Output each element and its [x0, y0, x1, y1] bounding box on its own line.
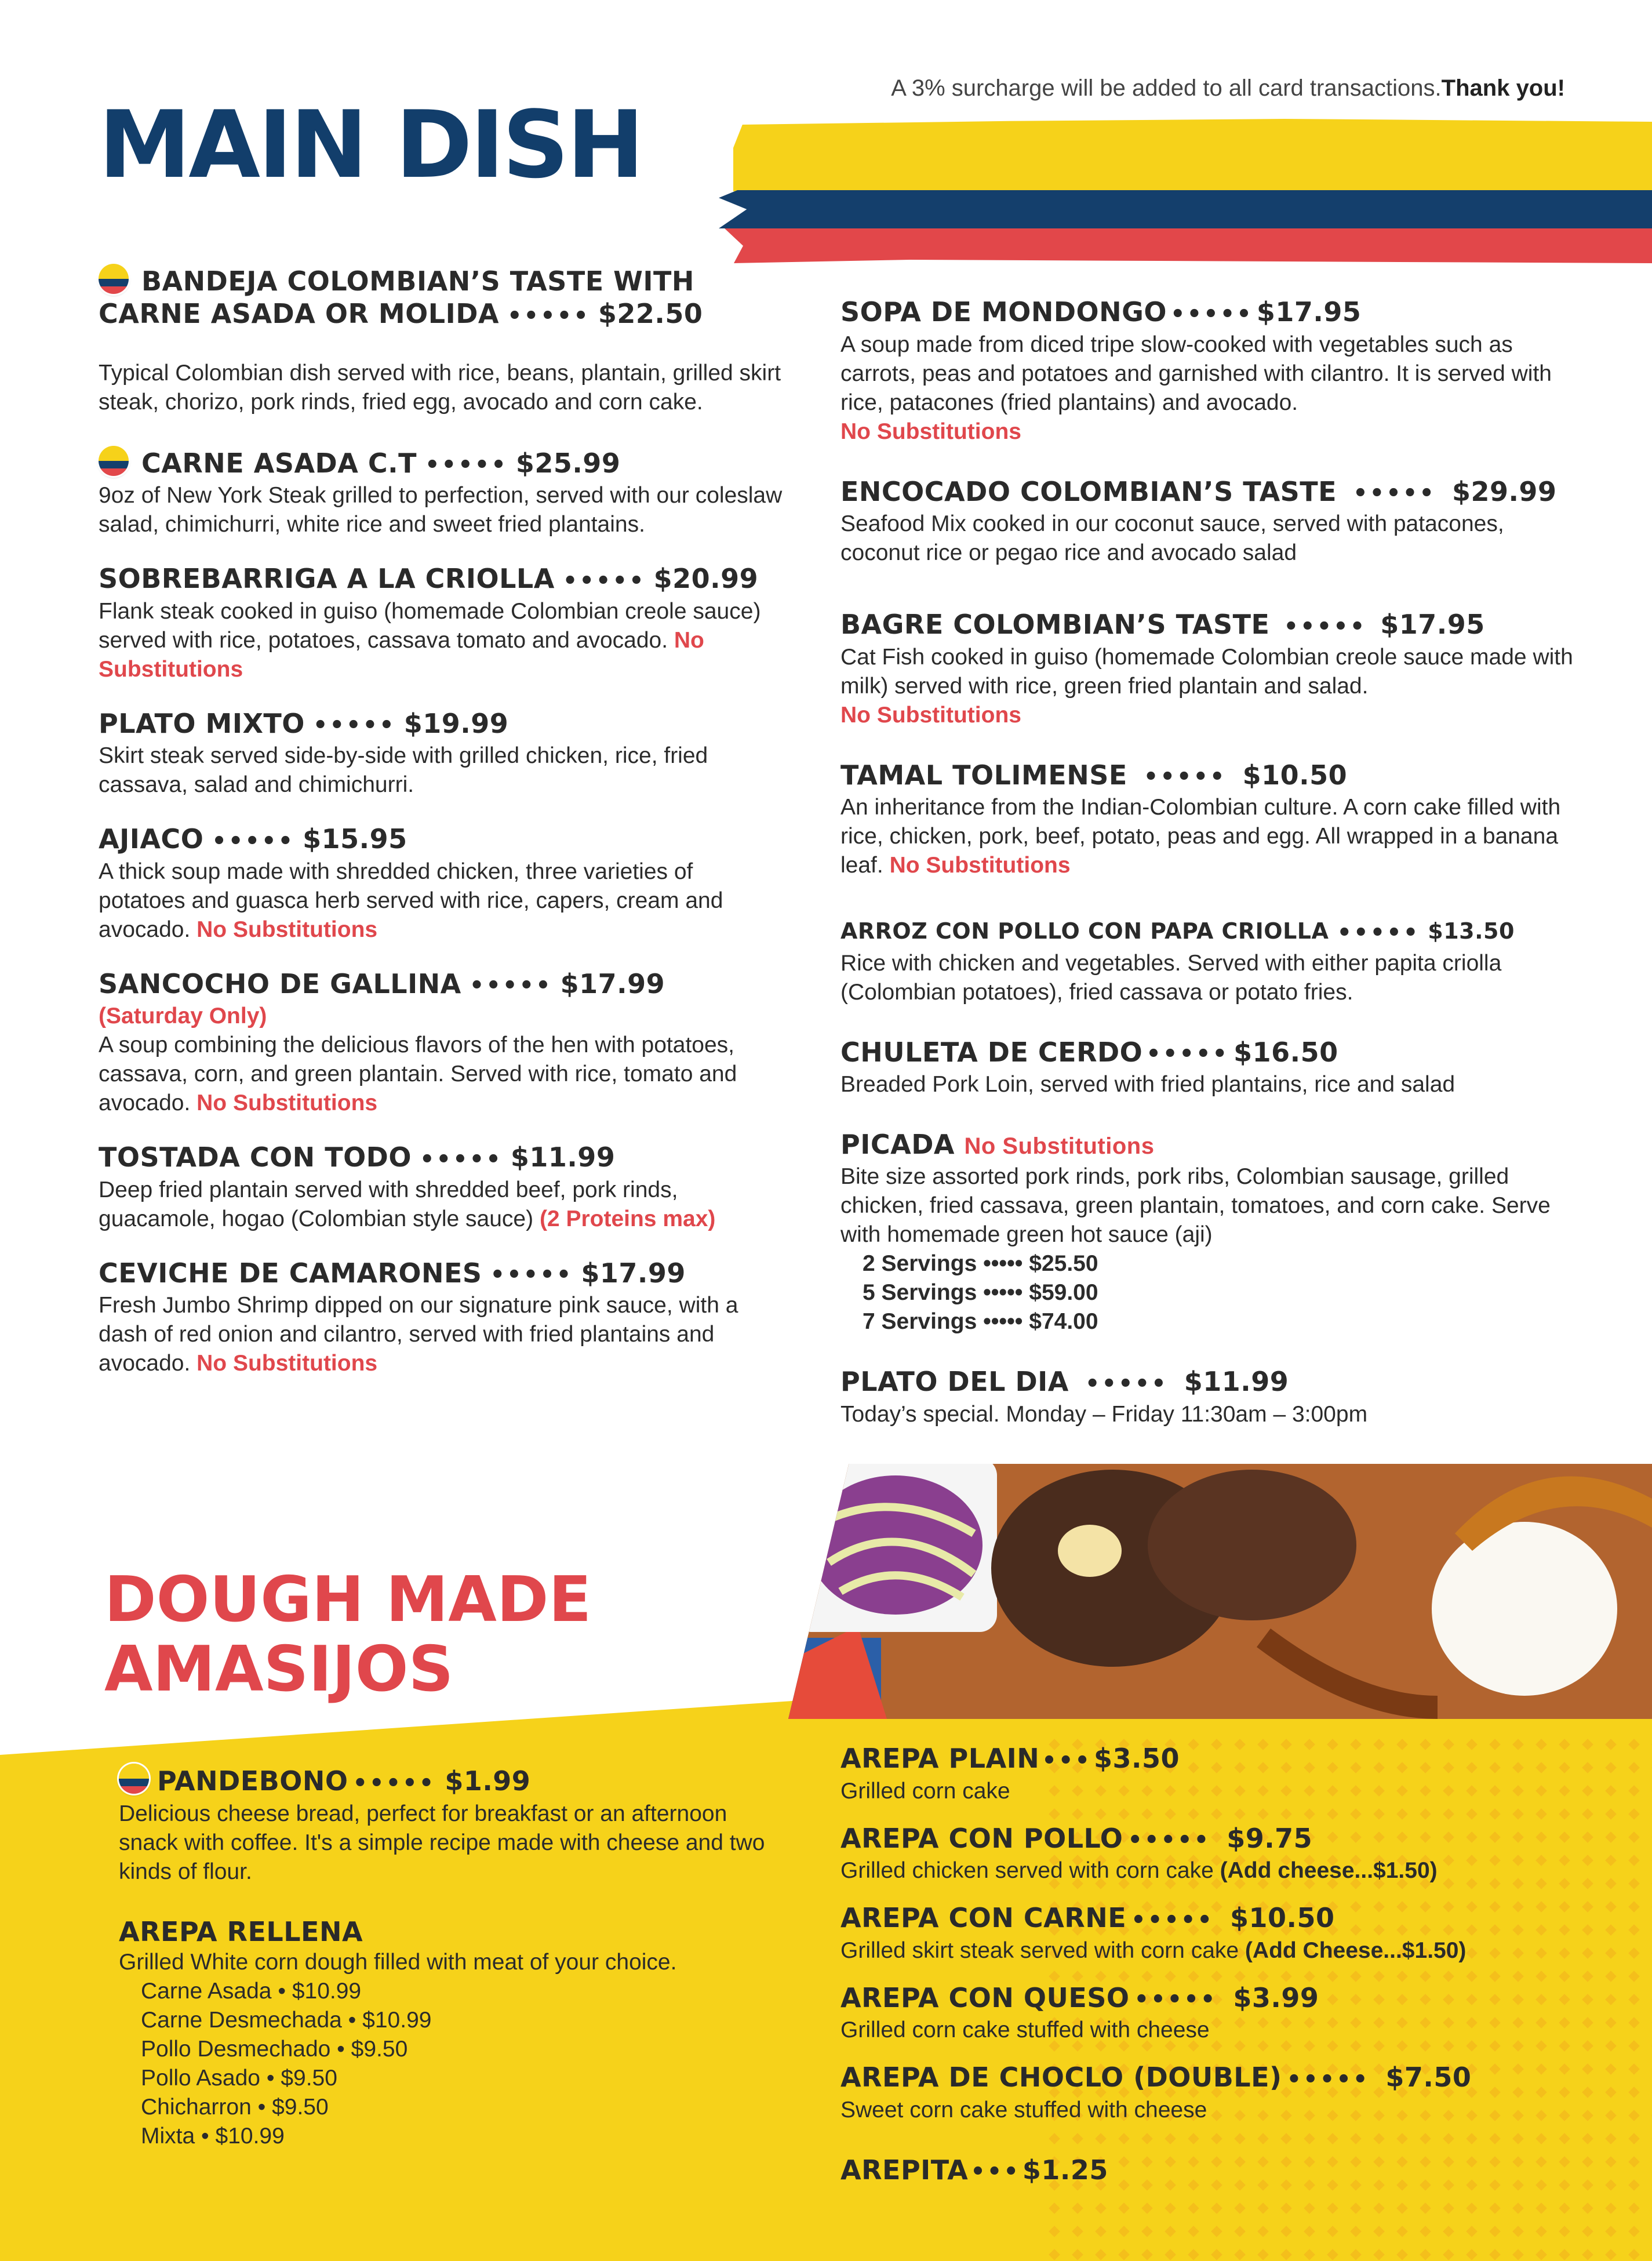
- item-price: $1.99: [445, 1765, 531, 1797]
- item-name: PANDEBONO: [157, 1765, 348, 1797]
- menu-item-carne-asada: [99, 446, 783, 540]
- item-name: BAGRE COLOMBIAN’S TASTE: [840, 609, 1270, 640]
- dough-section-title: [104, 1565, 591, 1704]
- dots: •••••: [1337, 919, 1420, 946]
- item-name: SOPA DE MONDONGO: [840, 296, 1167, 328]
- saturday-only-tag: (Saturday Only): [99, 1004, 267, 1028]
- item-name: AREPITA: [840, 2154, 969, 2186]
- item-name: ENCOCADO COLOMBIAN’S TASTE: [840, 475, 1337, 507]
- proteins-max-note: (2 Proteins max): [539, 1206, 716, 1231]
- item-description: A soup combining the delicious flavors of the hen with potatoes, cassava, corn, and green plantain. Served with rice, tomato and avocado.: [99, 1033, 737, 1115]
- filling-option: Chicharron • $9.50: [141, 2094, 329, 2120]
- item-price: $3.50: [1094, 1743, 1180, 1774]
- item-name: BANDEJA COLOMBIAN’S TASTE WITH: [141, 266, 694, 297]
- item-description: Sweet corn cake stuffed with cheese: [840, 2097, 1207, 2122]
- item-description: A thick soup made with shredded chicken, three varieties of potatoes and guasca herb served with rice, capers, cream and avocado.: [99, 859, 723, 942]
- item-name: CEVICHE DE CAMARONES: [99, 1257, 482, 1289]
- no-substitutions-note: No Substitutions: [197, 917, 378, 942]
- dots: •••••: [983, 1280, 1023, 1305]
- menu-item-arepa-rellena: [119, 1915, 791, 2151]
- menu-item-plato-mixto: [99, 707, 783, 800]
- item-price: $10.50: [1229, 1902, 1335, 1933]
- surcharge-notice: [891, 75, 1565, 101]
- menu-item-plato-del-dia: [840, 1365, 1577, 1429]
- dots: •••••: [352, 1769, 436, 1797]
- item-price: $11.99: [510, 1142, 616, 1173]
- left-menu-column: [99, 264, 783, 1401]
- item-name: CARNE ASADA C.T: [141, 447, 417, 479]
- dough-title-line1: DOUGH MADE: [104, 1564, 592, 1636]
- surcharge-text: A 3% surcharge will be added to all card transactions.: [891, 75, 1442, 101]
- add-cheese-note: (Add cheese...$1.50): [1220, 1858, 1438, 1883]
- item-price: $17.95: [1256, 296, 1362, 328]
- no-substitutions-note: No Substitutions: [964, 1133, 1155, 1159]
- item-name: ARROZ CON POLLO CON PAPA CRIOLLA: [840, 918, 1329, 944]
- item-description: Cat Fish cooked in guiso (homemade Colombian creole sauce made with milk) served with rice, green fried plantain and salad.: [840, 644, 1573, 699]
- item-description: Deep fried plantain served with shredded beef, pork rinds, guacamole, hogao (Colombian style sauce): [99, 1177, 678, 1231]
- dough-left-column: [119, 1764, 791, 2174]
- dots: •••••: [1283, 613, 1367, 640]
- item-price: $3.99: [1233, 1982, 1319, 2013]
- item-description: Fresh Jumbo Shrimp dipped on our signature pink sauce, with a dash of red onion and cilantro, served with fried plantains and avocado.: [99, 1293, 738, 1376]
- item-price: $9.75: [1227, 1822, 1313, 1854]
- menu-item-pandebono: [119, 1764, 791, 1886]
- menu-item-ceviche: [99, 1257, 783, 1379]
- dots: •••••: [1085, 1370, 1168, 1397]
- item-description: Delicious cheese bread, perfect for breakfast or an afternoon snack with coffee. It's a simple recipe made with cheese and two kinds of flour.: [119, 1801, 765, 1884]
- menu-item-arepa-choclo: [840, 2061, 1611, 2125]
- item-price: $15.95: [303, 823, 407, 855]
- dots: •••••: [1131, 1906, 1214, 1933]
- item-name: AREPA CON CARNE: [840, 1902, 1127, 1933]
- item-description: A soup made from diced tripe slow-cooked with vegetables such as carrots, peas and potatoes and garnished with cilantro. It is served with rice, patacones (fried plantains) and avocado.: [840, 332, 1552, 415]
- item-name: AREPA PLAIN: [840, 1743, 1040, 1774]
- dots: •••••: [1146, 1041, 1229, 1067]
- item-price: $16.50: [1233, 1036, 1338, 1068]
- item-description: Breaded Pork Loin, served with fried plantains, rice and salad: [840, 1072, 1455, 1097]
- item-name: PICADA: [840, 1129, 955, 1160]
- dots: •••••: [507, 302, 590, 329]
- colombia-flag-icon: [119, 1764, 149, 1794]
- item-name: SOBREBARRIGA A LA CRIOLLA: [99, 563, 555, 594]
- right-menu-column: [840, 296, 1577, 1452]
- item-name: PLATO MIXTO: [99, 707, 305, 739]
- item-price: $22.50: [598, 298, 703, 329]
- menu-item-chuleta: [840, 1036, 1577, 1100]
- serving-option: 2 Servings ••••• $25.50: [863, 1251, 1098, 1276]
- food-image-illustration: [788, 1464, 1652, 1719]
- item-price: $17.99: [560, 968, 665, 999]
- item-description: Seafood Mix cooked in our coconut sauce, served with patacones, coconut rice or pegao rice and avocado salad: [840, 511, 1504, 565]
- dots: •••••: [562, 567, 646, 594]
- item-description: 9oz of New York Steak grilled to perfection, served with our coleslaw salad, chimichurri, white rice and sweet fried plantains.: [99, 483, 783, 537]
- item-name: PLATO DEL DIA: [840, 1366, 1069, 1397]
- dots: •••••: [312, 712, 396, 739]
- dots: •••: [1042, 1747, 1091, 1774]
- item-price: $1.25: [1022, 2154, 1108, 2186]
- dots: •••••: [1127, 1827, 1211, 1853]
- item-description: Grilled corn cake stuffed with cheese: [840, 2018, 1210, 2042]
- item-price: $10.50: [1242, 759, 1348, 791]
- item-name: CARNE ASADA OR MOLIDA: [99, 298, 499, 329]
- menu-item-tamal: [840, 759, 1577, 881]
- dough-right-column: [840, 1742, 1611, 2211]
- filling-option: Carne Desmechada • $10.99: [141, 2007, 432, 2033]
- item-description: Skirt steak served side-by-side with grilled chicken, rice, fried cassava, salad and chimichurri.: [99, 743, 708, 797]
- dots: •••••: [419, 1146, 503, 1173]
- item-price: $7.50: [1385, 2062, 1472, 2093]
- dough-title-line2: AMASIJOS: [104, 1633, 454, 1706]
- item-description: Grilled corn cake: [840, 1778, 1010, 1804]
- item-description: Grilled White corn dough filled with meat of your choice.: [119, 1949, 677, 1975]
- menu-item-mondongo: [840, 296, 1577, 446]
- menu-item-sancocho: [99, 968, 783, 1118]
- item-name: CHULETA DE CERDO: [840, 1036, 1143, 1068]
- item-name: AREPA CON POLLO: [840, 1822, 1123, 1854]
- item-price: $11.99: [1184, 1366, 1289, 1397]
- no-substitutions-note: No Substitutions: [197, 1351, 378, 1376]
- dots: •••••: [424, 452, 508, 478]
- item-name: AREPA CON QUESO: [840, 1982, 1130, 2013]
- item-name: AREPA RELLENA: [119, 1915, 363, 1947]
- menu-item-ajiaco: [99, 823, 783, 944]
- item-price: $17.95: [1380, 609, 1485, 640]
- dots: •••••: [1143, 764, 1227, 790]
- item-name: SANCOCHO DE GALLINA: [99, 968, 461, 999]
- menu-item-arepa-queso: [840, 1982, 1611, 2045]
- dots: •••••: [1134, 1986, 1217, 2013]
- filling-option: Mixta • $10.99: [141, 2123, 285, 2149]
- flag-stripe-red: [725, 228, 1652, 263]
- menu-item-tostada: [99, 1141, 783, 1234]
- filling-option: Pollo Desmechado • $9.50: [141, 2036, 408, 2062]
- item-description: An inheritance from the Indian-Colombian culture. A corn cake filled with rice, chicken, pork, beef, potato, peas and egg. All wrapped in a banana leaf.: [840, 795, 1561, 878]
- item-price: $20.99: [653, 563, 759, 594]
- item-name: AJIACO: [99, 823, 204, 855]
- dots: •••••: [212, 827, 295, 855]
- no-substitutions-note: No Substitutions: [840, 702, 1021, 728]
- main-dish-title: MAIN DISH: [99, 90, 642, 199]
- food-photo: [788, 1464, 1652, 1719]
- no-substitutions-note: No Substitutions: [889, 853, 1071, 878]
- colombia-flag-icon: [99, 446, 129, 476]
- menu-item-bandeja: [99, 264, 783, 417]
- flag-stripe-blue: [719, 190, 1652, 228]
- item-price: $17.99: [581, 1257, 686, 1289]
- serving-option: 5 Servings ••••• $59.00: [863, 1280, 1098, 1305]
- menu-item-picada: [840, 1128, 1577, 1336]
- no-substitutions-note: No Substitutions: [99, 627, 704, 682]
- item-description: Typical Colombian dish served with rice, beans, plantain, grilled skirt steak, chorizo, pork rinds, fried egg, avocado and corn cake.: [99, 360, 781, 415]
- thank-you-text: Thank you!: [1441, 75, 1565, 101]
- menu-item-encocado: [840, 475, 1577, 568]
- dots: •••••: [1353, 480, 1436, 507]
- item-price: $13.50: [1428, 918, 1515, 944]
- serving-option: 7 Servings ••••• $74.00: [863, 1309, 1098, 1334]
- colombia-flag-icon: [99, 264, 129, 294]
- item-description: Today’s special. Monday – Friday 11:30am – 3:00pm: [840, 1401, 1368, 1427]
- item-description: Flank steak cooked in guiso (homemade Colombian creole sauce) served with rice, potatoes, cassava tomato and avocado.: [99, 598, 761, 653]
- item-description: Grilled skirt steak served with corn cake: [840, 1938, 1239, 1963]
- dots: •••••: [983, 1309, 1023, 1334]
- dots: •••••: [490, 1262, 573, 1288]
- item-name: TAMAL TOLIMENSE: [840, 759, 1127, 791]
- dots: •••••: [983, 1251, 1023, 1276]
- filling-option: Pollo Asado • $9.50: [141, 2065, 337, 2091]
- menu-item-bagre: [840, 608, 1577, 730]
- no-substitutions-note: No Substitutions: [197, 1090, 378, 1115]
- item-price: $19.99: [403, 707, 509, 739]
- item-description: Bite size assorted pork rinds, pork ribs, Colombian sausage, grilled chicken, fried cassava, green plantain, tomatoes, and corn cake. Serve with homemade green hot sauce (aji): [840, 1164, 1551, 1247]
- dots: •••••: [1286, 2066, 1370, 2093]
- item-description: Rice with chicken and vegetables. Served with either papita criolla (Colombian potatoes), fried cassava or potato fries.: [840, 950, 1502, 1005]
- item-description: Grilled chicken served with corn cake: [840, 1858, 1214, 1883]
- menu-item-arepita: [840, 2154, 1611, 2189]
- dots: •••: [970, 2158, 1020, 2185]
- filling-option: Carne Asada • $10.99: [141, 1978, 362, 2004]
- menu-item-arepa-plain: [840, 1742, 1611, 1806]
- menu-item-arroz-con-pollo: [840, 915, 1577, 1007]
- no-substitutions-note: No Substitutions: [840, 419, 1021, 444]
- menu-item-arepa-carne: [840, 1902, 1611, 1965]
- add-cheese-note: (Add Cheese...$1.50): [1245, 1938, 1467, 1963]
- menu-item-arepa-pollo: [840, 1822, 1611, 1886]
- flag-stripe-yellow: [733, 119, 1652, 191]
- menu-item-sobrebarriga: [99, 562, 783, 684]
- item-name: TOSTADA CON TODO: [99, 1142, 412, 1173]
- dots: •••••: [469, 972, 552, 999]
- item-name: AREPA DE CHOCLO (DOUBLE): [840, 2062, 1282, 2093]
- dots: •••••: [1170, 300, 1253, 328]
- item-price: $25.99: [515, 447, 621, 479]
- item-price: $29.99: [1451, 475, 1557, 507]
